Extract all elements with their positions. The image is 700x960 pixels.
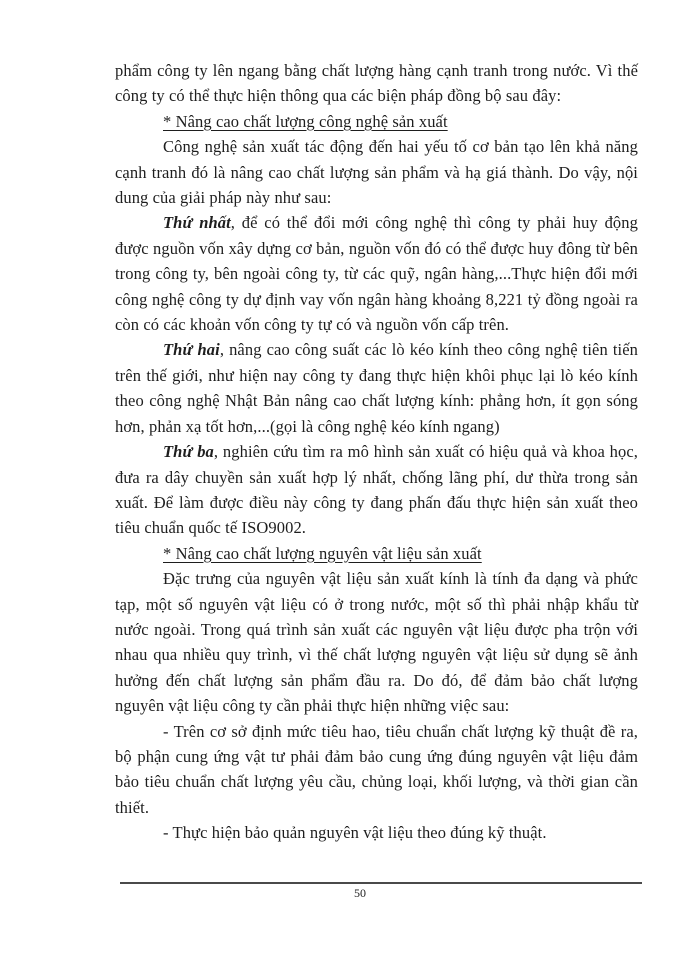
paragraph: - Trên cơ sở định mức tiêu hao, tiêu chuẩn chất lượng kỹ thuật đề ra, bộ phận cung ứng vật tư phải đảm bảo cung ứng đúng nguyên vật liệu đảm bảo tiêu chuẩn chất lượng yêu cầu, chủng loại, khối lượng, và thời gian cần thiết. [115,721,638,817]
paragraph: phẩm công ty lên ngang bằng chất lượng hàng cạnh tranh trong nước. Vì thế công ty có thể thực hiện thông qua các biện pháp đồng bộ sau đây: [115,61,638,106]
paragraph: Thứ nhất, để có thể đổi mới công nghệ thì công ty phải huy động được nguồn vốn xây dựng cơ bản, nguồn vốn đó có thể được huy đông từ bên trong công ty, bên ngoài công ty, từ các quỹ, ngân hàng,...Thực hiện đổi mới công nghệ công ty dự định vay vốn ngân hàng khoảng 8,221 tỷ đồng ngoài ra còn có các khoản vốn công ty tự có và nguồn vốn cấp trên. [115,213,638,335]
section-heading: * Nâng cao chất lượng nguyên vật liệu sản xuất [163,543,482,563]
paragraph: - Thực hiện bảo quản nguyên vật liệu theo đúng kỹ thuật. [163,823,547,843]
section-heading: * Nâng cao chất lượng công nghệ sản xuất [163,111,448,131]
paragraph-lead: Thứ hai [163,340,220,360]
paragraph: Đặc trưng của nguyên vật liệu sản xuất kính là tính đa dạng và phức tạp, một số nguyên vật liệu có ở trong nước, một số thì phải nhập khẩu từ nước ngoài. Trong quá trình sản xuất các nguyên vật liệu được pha trộn với nhau qua nhiều quy trình, vì thế chất lượng nguyên vật liệu sử dụng sẽ ảnh hưởng đến chất lượng sản phẩm đầu ra. Do đó, để đảm bảo chất lượng nguyên vật liệu công ty cần phải thực hiện những việc sau: [115,569,638,716]
document-text [115,58,638,846]
paragraph-lead: Thứ ba [163,442,214,462]
footer-rule [120,882,642,884]
paragraph: Thứ hai, nâng cao công suất các lò kéo kính theo công nghệ tiên tiến trên thế giới, như hiện nay công ty đang thực hiện khôi phục lại lò kéo kính theo công nghệ Nhật Bản nâng cao chất lượng kính: phẳng hơn, ít gọn sóng hơn, phản xạ tốt hơn,...(gọi là công nghệ kéo kính ngang) [115,340,638,436]
page-number: 50 [354,886,366,900]
paragraph: Công nghệ sản xuất tác động đến hai yếu tố cơ bản tạo lên khả năng cạnh tranh đó là nâng cao chất lượng sản phẩm và hạ giá thành. Do vậy, nội dung của giải pháp này như sau: [115,137,638,208]
paragraph-lead: Thứ nhất [163,213,231,233]
paragraph: Thứ ba, nghiên cứu tìm ra mô hình sản xuất có hiệu quả và khoa học, đưa ra dây chuyền sản xuất hợp lý nhất, chống lãng phí, dư thừa trong sản xuất. Để làm được điều này công ty đang phấn đấu thực hiện sản xuất theo tiêu chuẩn quốc tế ISO9002. [115,442,638,538]
